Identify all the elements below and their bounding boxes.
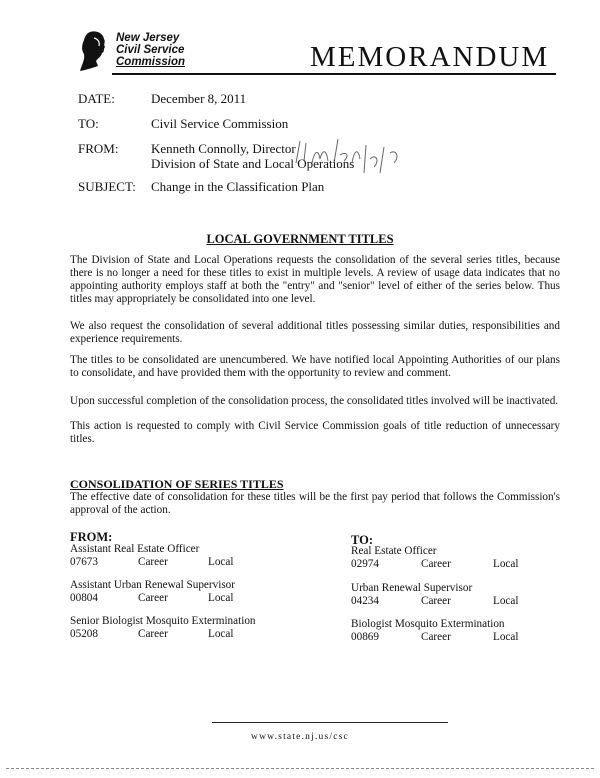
from-row-3 [70,628,270,642]
to-title-3: Biologist Mosquito Extermination [351,618,505,630]
from-division: Division of State and Local Operations [151,156,355,171]
consolidation-intro: The effective date of consolidation for these titles will be the first pay period that follows the Commission's approval of the action. [70,491,560,516]
title-code: 04234 [351,595,379,607]
logo-line-1: New Jersey [116,32,180,44]
handwritten-signature [290,133,410,183]
title-jurisdiction: Local [208,556,234,568]
title-code: 07673 [70,556,98,568]
title-jurisdiction: Local [493,558,519,570]
to-title-2: Urban Renewal Supervisor [351,582,473,594]
date-value: December 8, 2011 [151,91,247,106]
title-jurisdiction: Local [493,631,519,643]
to-value: Civil Service Commission [151,116,289,131]
paragraph-1: The Division of State and Local Operations requests the consolidation of the several series titles, because there is no longer a need for these titles to exist in multiple levels. A review of usage data indicates that no appointing authority employs staff at both the "entry" and "senior" level of either of the series below. Thus titles may appropriately be consolidated into one level. [70,254,560,305]
from-title-3: Senior Biologist Mosquito Extermination [70,615,256,627]
from-name: Kenneth Connolly, Director [151,141,296,156]
from-column-header: FROM: [70,530,113,544]
logo-line-2: Civil Service [116,44,185,56]
paragraph-5: This action is requested to comply with Civil Service Commission goals of title reduction of unnecessary titles. [70,420,560,445]
title-code: 00869 [351,631,379,643]
from-row-2 [70,592,270,606]
to-column-header: TO: [351,533,373,547]
title-type: Career [421,595,451,607]
title-type: Career [138,592,168,604]
date-label: DATE: [78,91,115,106]
title-type: Career [421,631,451,643]
to-label: TO: [78,116,99,131]
title-code: 05208 [70,628,98,640]
from-title-1: Assistant Real Estate Officer [70,543,200,555]
to-row-3 [351,631,551,645]
footer-url: www.state.nj.us/csc [251,732,349,742]
title-code: 02974 [351,558,379,570]
paragraph-2: We also request the consolidation of several additional titles possessing similar duties, responsibilities and experience requirements. [70,320,560,345]
to-title-1: Real Estate Officer [351,545,437,557]
paragraph-4: Upon successful completion of the consolidation process, the consolidated titles involved will be inactivated. [70,395,559,407]
page-bottom-edge [6,768,594,769]
from-label: FROM: [78,141,119,156]
section-heading-local-government-titles: LOCAL GOVERNMENT TITLES [206,232,394,246]
memorandum-title: MEMORANDUM [310,41,550,73]
paragraph-3: The titles to be consolidated are unencumbered. We have notified local Appointing Authorities of our plans to consolidate, and have provided them with the opportunity to review and comment. [70,354,560,379]
footer-rule [212,722,448,723]
logo-line-3: Commission [116,56,186,68]
logo-text [116,32,185,68]
title-type: Career [138,556,168,568]
to-row-1 [351,558,551,572]
header-rule [112,73,556,75]
title-jurisdiction: Local [208,628,234,640]
title-type: Career [421,558,451,570]
to-row-2 [351,595,551,609]
title-jurisdiction: Local [493,595,519,607]
nj-civil-service-logo [76,30,112,72]
subject-value: Change in the Classification Plan [151,179,325,194]
title-jurisdiction: Local [208,592,234,604]
from-title-2: Assistant Urban Renewal Supervisor [70,579,235,591]
section-heading-consolidation: CONSOLIDATION OF SERIES TITLES [70,477,284,491]
title-type: Career [138,628,168,640]
subject-label: SUBJECT: [78,179,136,194]
title-code: 00804 [70,592,98,604]
from-row-1 [70,556,270,570]
